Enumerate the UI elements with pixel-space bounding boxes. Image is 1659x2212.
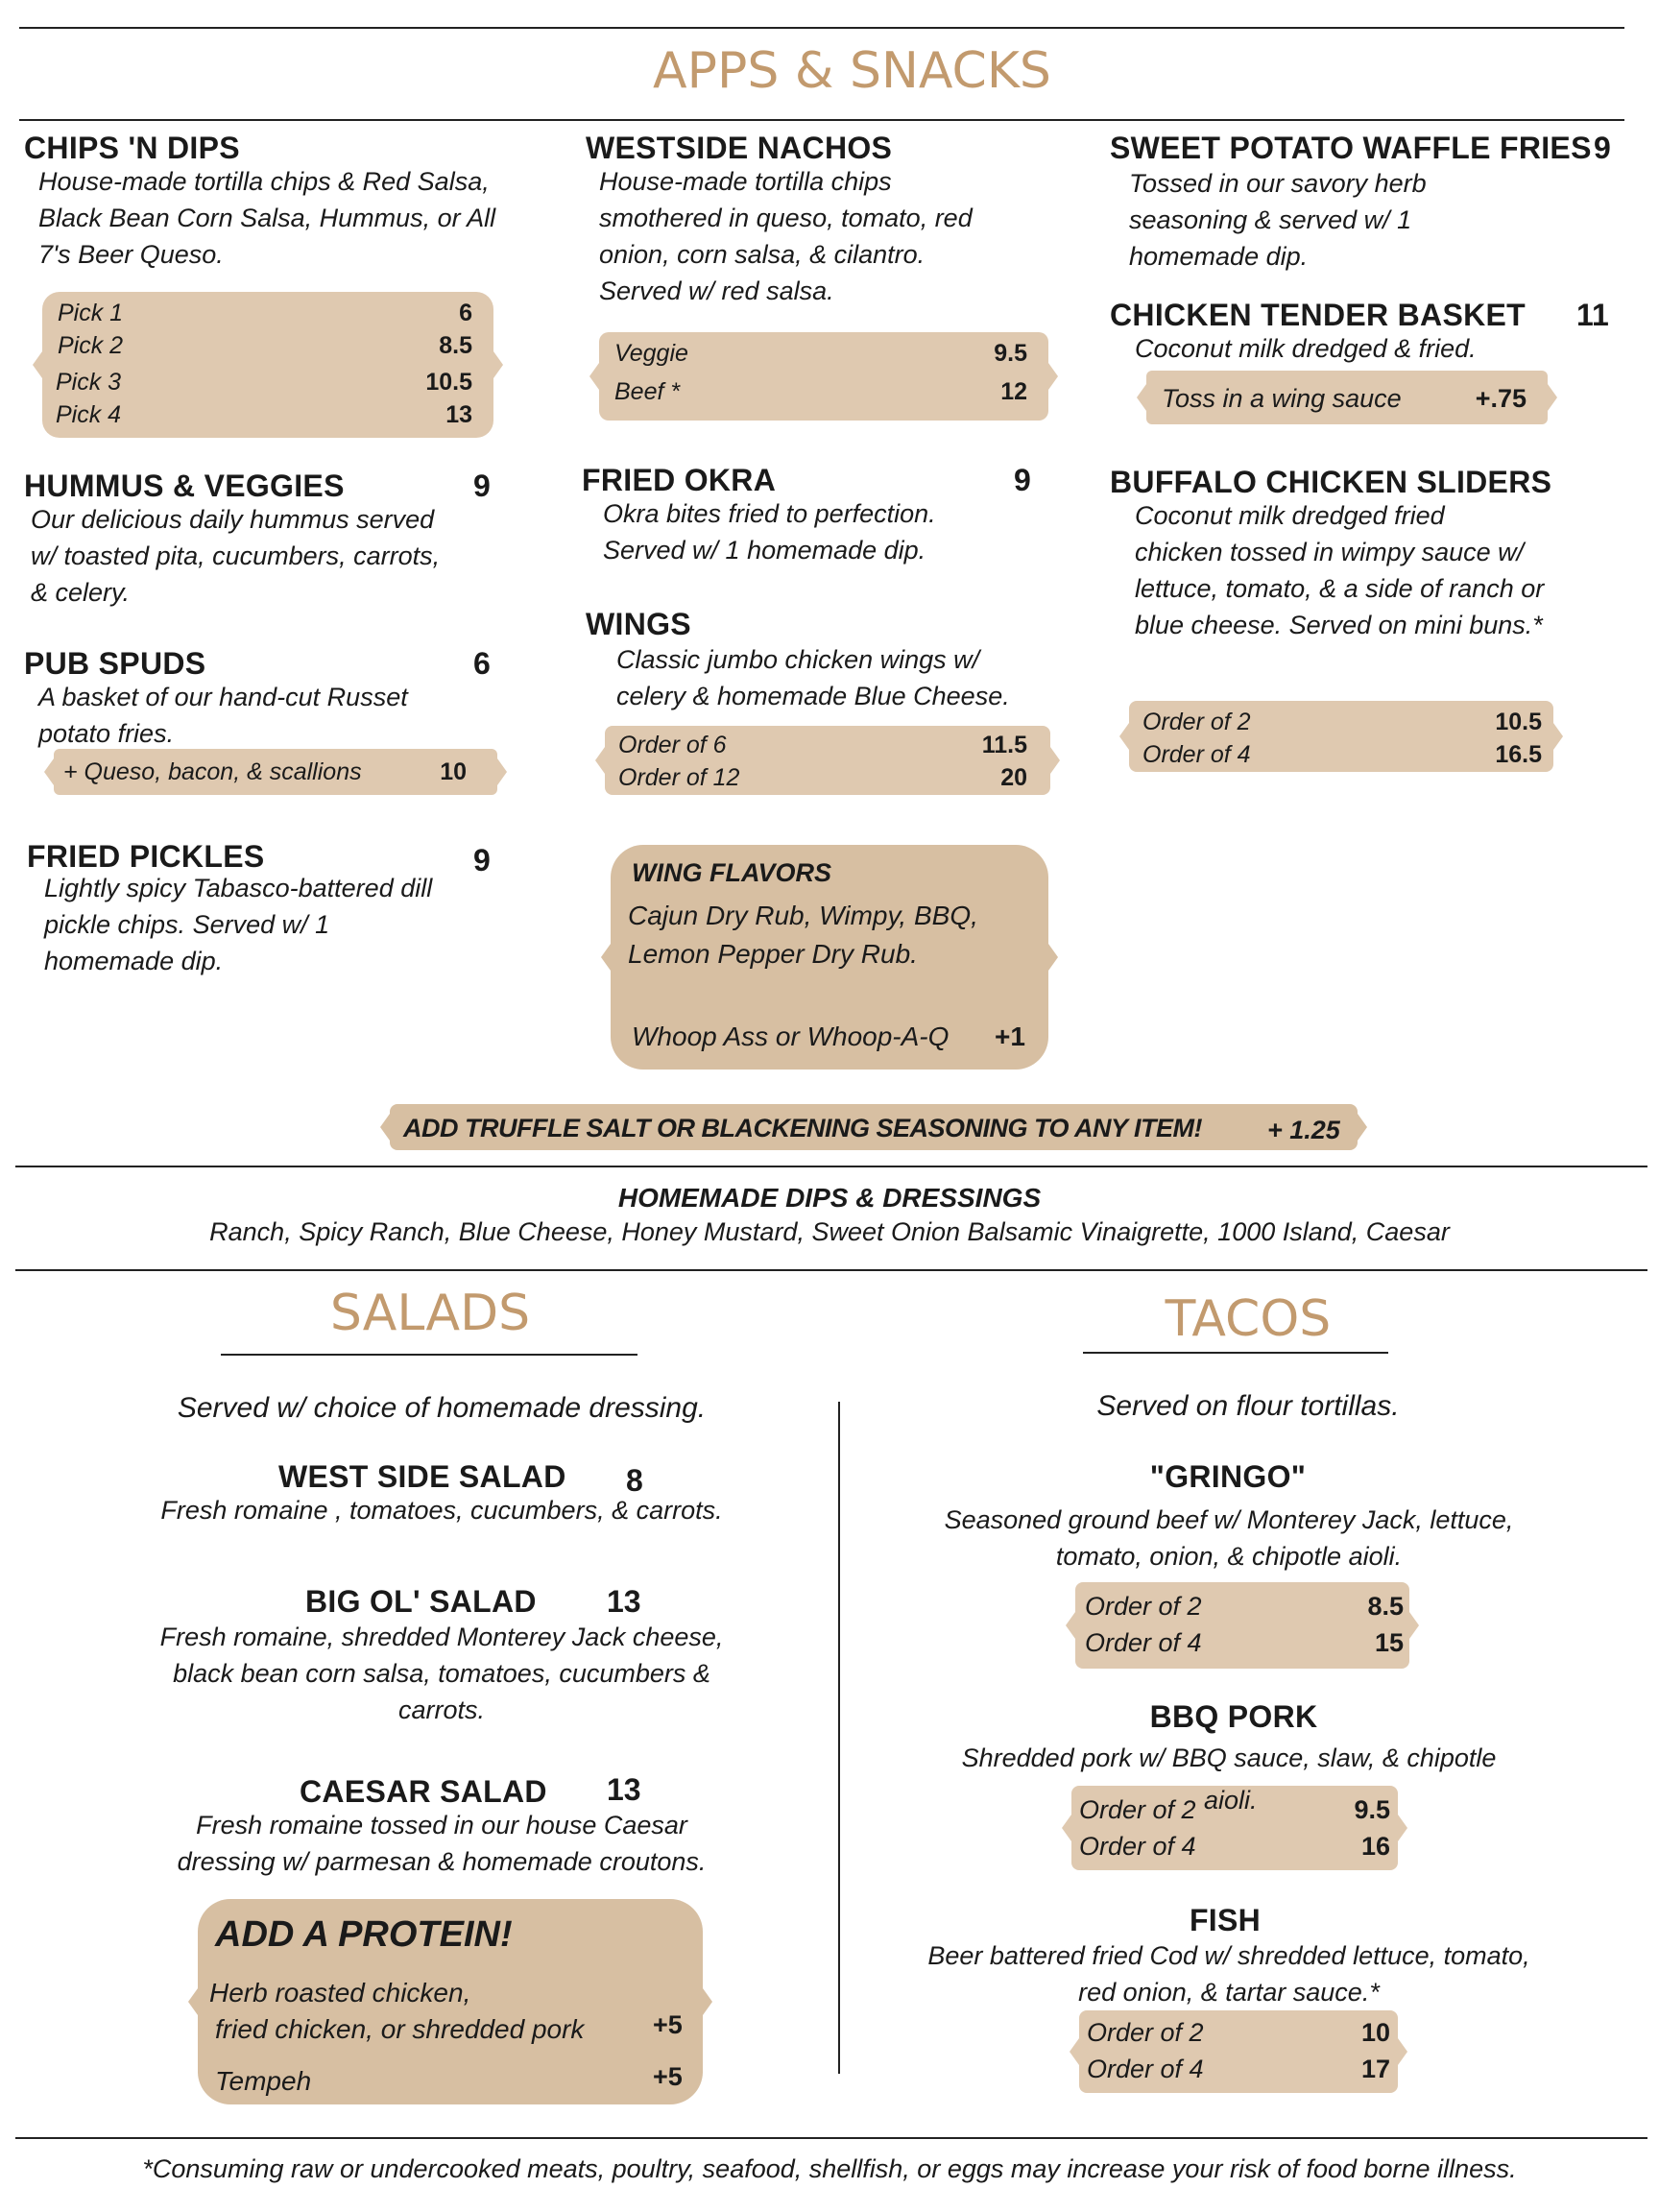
hummus-name: HUMMUS & VEGGIES: [24, 469, 345, 503]
salads-subtitle: Served w/ choice of homemade dressing.: [177, 1392, 707, 1424]
tacos-subtitle: Served on flour tortillas.: [1096, 1390, 1400, 1422]
caesar-salad-price: 13: [607, 1772, 641, 1807]
nachos-options: Veggie 9.5 Beef * 12: [599, 332, 1048, 421]
bbq-options: aioli. Order of 2 9.5 Order of 4 16: [1071, 1786, 1398, 1870]
wings-name: WINGS: [586, 607, 691, 641]
okra-desc: Okra bites fried to perfection. Served w/ 1 homemade dip.: [603, 499, 936, 565]
fish-desc: Beer battered fried Cod w/ shredded lettuce, tomato, red onion, & tartar sauce.*: [927, 1941, 1530, 2007]
sweet-potato-desc: Tossed in our savory herb seasoning & served w/ 1 homemade dip.: [1129, 169, 1427, 271]
protein-box: [198, 1899, 703, 2104]
gringo-desc: Seasoned ground beef w/ Monterey Jack, lettuce, tomato, onion, & chipotle aioli.: [944, 1505, 1514, 1571]
spuds-desc: A basket of our hand-cut Russet potato fries.: [38, 683, 408, 748]
top-rule: [19, 27, 1624, 29]
chips-options: Pick 1 6 Pick 2 8.5 Pick 3 10.5 Pick 4 13: [42, 292, 493, 438]
bigol-salad-desc: Fresh romaine, shredded Monterey Jack cheese, black bean corn salsa, tomatoes, cucumbers & carrots.: [159, 1623, 724, 1724]
footer-disclaimer: *Consuming raw or undercooked meats, poultry, seafood, shellfish, or eggs may increase your risk of food borne illness.: [142, 2154, 1517, 2183]
wing-flavors-extra-price: +1: [995, 1022, 1025, 1051]
apps-title-rule: [19, 119, 1624, 121]
tender-addon: Toss in a wing sauce +.75: [1146, 371, 1548, 424]
gringo-options: Order of 2 8.5 Order of 4 15: [1075, 1582, 1409, 1669]
footer-rule: [15, 2137, 1647, 2139]
dips-top-rule: [15, 1166, 1647, 1167]
bbq-name: BBQ PORK: [1149, 1699, 1318, 1734]
salads-title: SALADS: [329, 1285, 531, 1342]
tender-name: CHICKEN TENDER BASKET: [1110, 298, 1526, 332]
apps-title: APPS & SNACKS: [653, 42, 1051, 100]
west-salad-desc: Fresh romaine , tomatoes, cucumbers, & carrots.: [160, 1496, 723, 1525]
wing-flavors-box: [611, 845, 1048, 1070]
tender-desc: Coconut milk dredged & fried.: [1135, 334, 1477, 363]
west-salad-price: 8: [626, 1463, 643, 1498]
sweet-potato-name: SWEET POTATO WAFFLE FRIES: [1110, 131, 1592, 165]
protein-line: Herb roasted chicken,: [209, 1978, 471, 2008]
protein-line: Tempeh: [215, 2066, 312, 2096]
protein-title: ADD A PROTEIN!: [215, 1914, 513, 1955]
hummus-price: 9: [473, 469, 491, 503]
fish-options: Order of 2 10 Order of 4 17: [1079, 2010, 1398, 2093]
spuds-name: PUB SPUDS: [24, 646, 206, 681]
column-divider: [838, 1402, 840, 2074]
wing-flavors-title: WING FLAVORS: [632, 858, 831, 887]
bigol-salad-price: 13: [607, 1584, 641, 1619]
truffle-banner: [390, 1104, 1358, 1150]
sliders-options: Order of 2 10.5 Order of 4 16.5: [1129, 701, 1553, 772]
truffle-price: + 1.25: [1267, 1116, 1340, 1144]
wing-flavors-line: Lemon Pepper Dry Rub.: [628, 939, 918, 969]
bigol-salad-name: BIG OL' SALAD: [305, 1584, 537, 1619]
nachos-desc: House-made tortilla chips smothered in queso, tomato, red onion, corn salsa, & cilantro. Served w/ red salsa.: [599, 167, 973, 305]
bbq-desc-continued: aioli.: [1204, 1786, 1258, 1815]
sliders-desc: Coconut milk dredged fried chicken tossed in wimpy sauce w/ lettuce, tomato, & a side of ranch or blue cheese. Served on mini buns.*: [1135, 501, 1545, 639]
wings-options: Order of 6 11.5 Order of 12 20: [605, 726, 1050, 795]
dips-list: Ranch, Spicy Ranch, Blue Cheese, Honey Mustard, Sweet Onion Balsamic Vinaigrette, 1000 Island, Caesar: [209, 1217, 1450, 1246]
dips-bottom-rule: [15, 1269, 1647, 1271]
sweet-potato-price: 9: [1594, 131, 1611, 165]
chips-name: CHIPS 'N DIPS: [24, 131, 240, 165]
protein-line: fried chicken, or shredded pork: [215, 2014, 585, 2044]
wing-flavors-line: Cajun Dry Rub, Wimpy, BBQ,: [628, 901, 978, 930]
okra-name: FRIED OKRA: [582, 463, 777, 497]
tender-price: 11: [1576, 298, 1609, 332]
west-salad-name: WEST SIDE SALAD: [278, 1459, 566, 1494]
caesar-salad-desc: Fresh romaine tossed in our house Caesar dressing w/ parmesan & homemade croutons.: [177, 1811, 707, 1876]
truffle-label: ADD TRUFFLE SALT OR BLACKENING SEASONING TO ANY ITEM!: [403, 1114, 1203, 1142]
chips-desc: House-made tortilla chips & Red Salsa, Black Bean Corn Salsa, Hummus, or All 7's Beer Queso.: [38, 167, 496, 269]
wings-desc: Classic jumbo chicken wings w/ celery & homemade Blue Cheese.: [616, 645, 1010, 710]
spuds-addon: + Queso, bacon, & scallions 10: [54, 749, 497, 795]
pickles-desc: Lightly spicy Tabasco-battered dill pickle chips. Served w/ 1 homemade dip.: [44, 874, 433, 975]
gringo-name: "GRINGO": [1149, 1459, 1307, 1494]
protein-price: +5: [653, 2062, 683, 2091]
bbq-desc: Shredded pork w/ BBQ sauce, slaw, & chipotle: [961, 1743, 1497, 1772]
pickles-name: FRIED PICKLES: [27, 839, 265, 874]
spuds-price: 6: [473, 646, 491, 681]
caesar-salad-name: CAESAR SALAD: [300, 1774, 547, 1809]
protein-price: +5: [653, 2010, 683, 2039]
nachos-name: WESTSIDE NACHOS: [586, 131, 893, 165]
dips-title: HOMEMADE DIPS & DRESSINGS: [617, 1183, 1042, 1213]
fish-name: FISH: [1189, 1903, 1262, 1937]
okra-price: 9: [1014, 463, 1031, 497]
pickles-price: 9: [473, 843, 491, 878]
tacos-title: TACOS: [1165, 1290, 1332, 1348]
sliders-name: BUFFALO CHICKEN SLIDERS: [1110, 465, 1552, 499]
salads-title-rule: [221, 1354, 637, 1356]
hummus-desc: Our delicious daily hummus served w/ toasted pita, cucumbers, carrots, & celery.: [31, 505, 441, 607]
wing-flavors-extra: Whoop Ass or Whoop-A-Q: [632, 1022, 950, 1051]
tacos-title-rule: [1083, 1352, 1388, 1354]
